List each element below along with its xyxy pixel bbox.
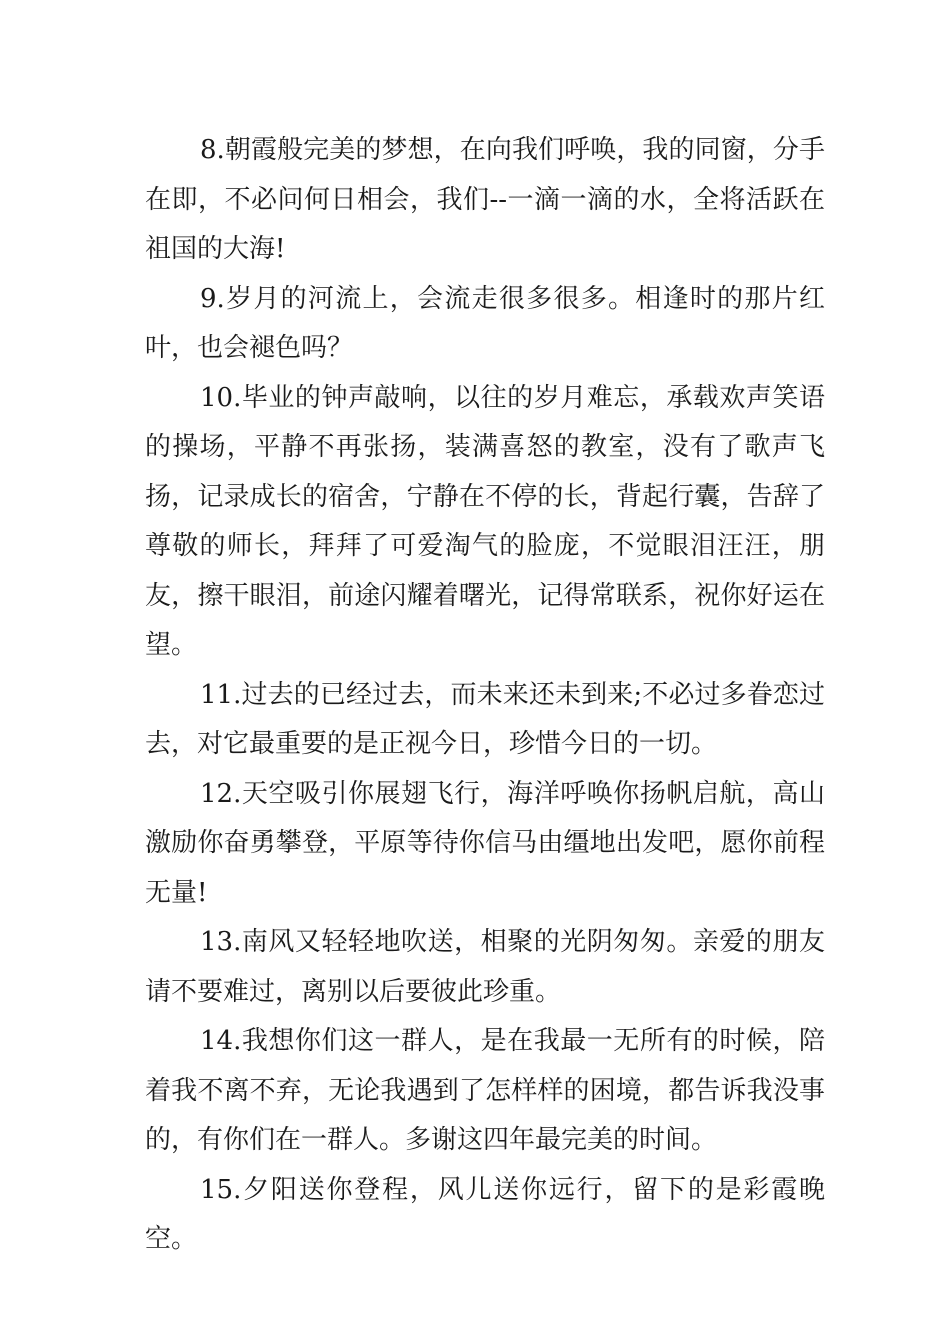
paragraph-15: 15.夕阳送你登程，风儿送你远行，留下的是彩霞晚空。: [145, 1174, 825, 1254]
paragraph-11: 11.过去的已经过去，而未来还未到来;不必过多眷恋过去，对它最重要的是正视今日，珍惜今日的一切。: [145, 679, 825, 759]
document-body: [145, 126, 825, 1265]
paragraph-13: 13.南风又轻轻地吹送，相聚的光阴匆匆。亲爱的朋友请不要难过，离别以后要彼此珍重。: [145, 927, 825, 1007]
paragraph-12: 12.天空吸引你展翅飞行，海洋呼唤你扬帆启航，高山激励你奋勇攀登，平原等待你信马由缰地出发吧，愿你前程无量!: [145, 778, 825, 908]
paragraph-10: 10.毕业的钟声敲响，以往的岁月难忘，承载欢声笑语的操场，平静不再张扬，装满喜怒的教室，没有了歌声飞扬，记录成长的宿舍，宁静在不停的长，背起行囊，告辞了尊敬的师长，拜拜了可爱淘气的脸庞，不觉眼泪汪汪，朋友，擦干眼泪，前途闪耀着曙光，记得常联系，祝你好运在望。: [145, 382, 825, 660]
paragraph-9: 9.岁月的河流上，会流走很多很多。相逢时的那片红叶，也会褪色吗？: [145, 283, 825, 363]
paragraph-8: 8.朝霞般完美的梦想，在向我们呼唤，我的同窗，分手在即，不必问何日相会，我们--一滴一滴的水，全将活跃在祖国的大海!: [145, 135, 825, 264]
paragraph-14: 14.我想你们这一群人，是在我最一无所有的时候，陪着我不离不弃，无论我遇到了怎样样的困境，都告诉我没事的，有你们在一群人。多谢这四年最完美的时间。: [145, 1026, 825, 1155]
